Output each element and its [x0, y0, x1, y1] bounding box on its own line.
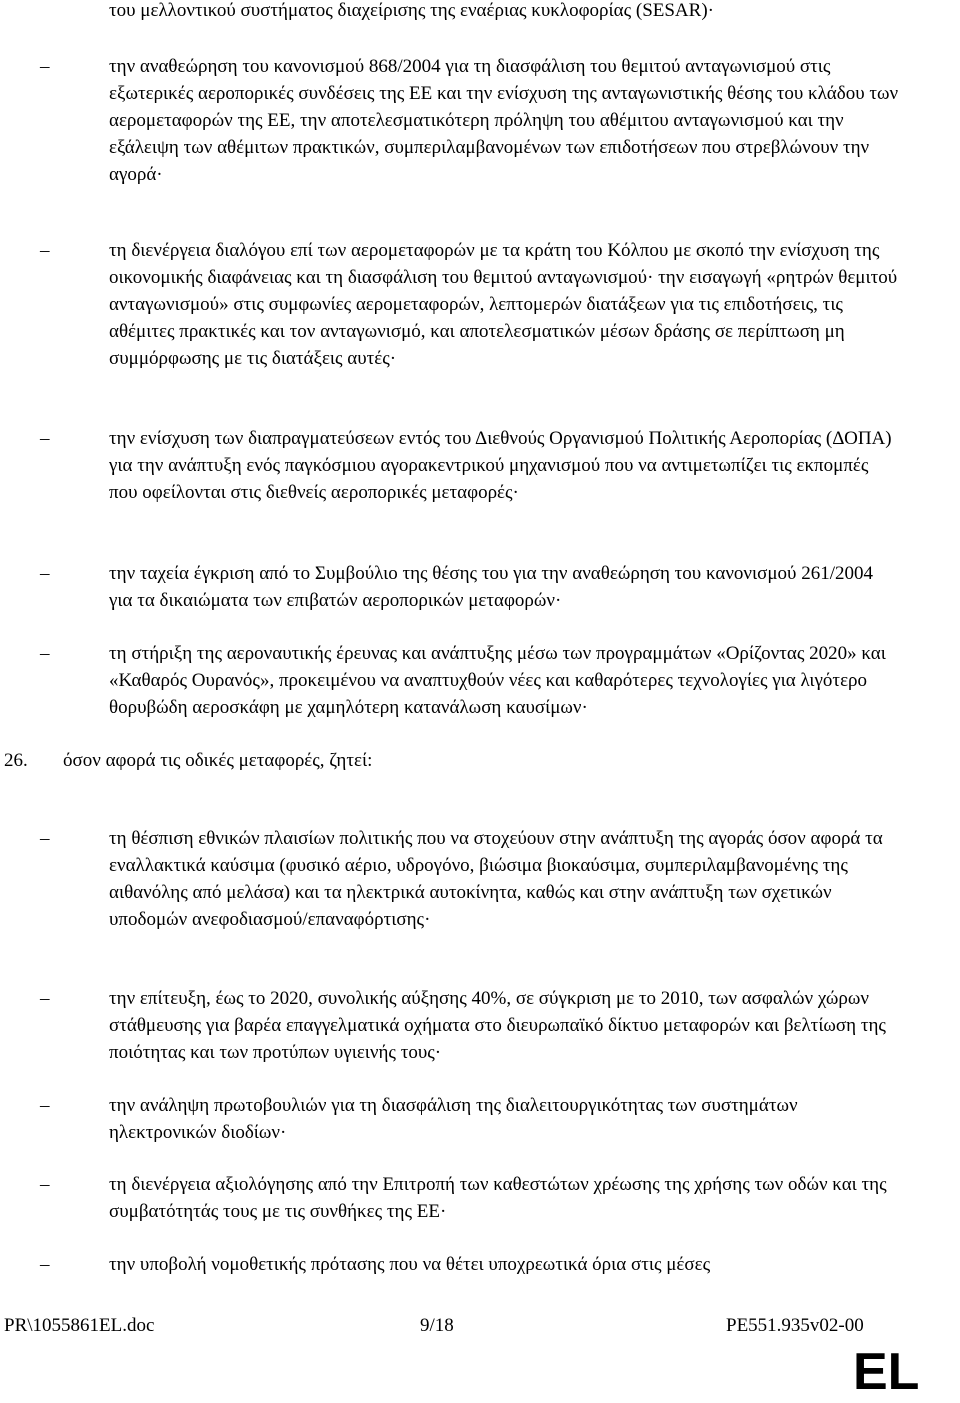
list-item-text: τη διενέργεια αξιολόγησης από την Επιτροπή των καθεστώτων χρέωσης της χρήσης των οδών και της συμβατότητάς τους με τις συνθήκες της ΕΕ· [109, 1174, 887, 1222]
dash-marker: – [40, 828, 50, 849]
dash-marker: – [40, 428, 50, 449]
dash-marker: – [40, 988, 50, 1009]
dash-marker: – [40, 56, 50, 77]
footer-page-number: 9/18 [420, 1315, 454, 1336]
dash-marker: – [40, 240, 50, 261]
dash-marker: – [40, 1174, 50, 1195]
page-footer [0, 1312, 960, 1342]
language-code: EL [853, 1343, 920, 1401]
dash-marker: – [40, 1254, 50, 1275]
paragraph-text: όσον αφορά τις οδικές μεταφορές, ζητεί: [63, 750, 373, 771]
list-item-text: τη διενέργεια διαλόγου επί των αερομεταφορών με τα κράτη του Κόλπου με σκοπό την ενίσχυση της οικονομικής διαφάνειας και τη διασφάλιση του θεμιτού ανταγωνισμού· την εισαγωγή «ρητρών θεμιτού ανταγωνισμού» στις συμφωνίες αερομεταφορών, λεπτομερών διατάξεων για τις επιδοτήσεις, τις αθέμιτες πρακτικές και τον ανταγωνισμό, και αποτελεσματικών μέσων δράσης σε περίπτωση μη συμμόρφωσης με τις διατάξεις αυτές· [109, 240, 898, 369]
footer-document-reference: PR\1055861EL.doc [4, 1315, 155, 1336]
dash-marker: – [40, 563, 50, 584]
list-item-text: την ενίσχυση των διαπραγματεύσεων εντός του Διεθνούς Οργανισμού Πολιτικής Αεροπορίας (ΔΟΠΑ) για την ανάπτυξη ενός παγκόσμιου αγορακεντρικού μηχανισμού που να αντιμετωπίζει τις εκπομπές που οφείλονται στις διεθνείς αεροπορικές μεταφορές· [109, 428, 892, 503]
dash-marker: – [40, 1095, 50, 1116]
footer-pe-number: PE551.935v02-00 [726, 1315, 864, 1336]
list-item-text: την ανάληψη πρωτοβουλιών για τη διασφάλιση της διαλειτουργικότητας των συστημάτων ηλεκτρονικών διοδίων· [109, 1095, 798, 1143]
list-item-text: την επίτευξη, έως το 2020, συνολικής αύξησης 40%, σε σύγκριση με το 2010, των ασφαλών χώρων στάθμευσης για βαρέα επαγγελματικά οχήματα στο διευρωπαϊκό δίκτυο μεταφορών και βελτίωση της ποιότητας και των προτύπων υγιεινής τους· [109, 988, 886, 1063]
dash-marker: – [40, 643, 50, 664]
list-item-text: την ταχεία έγκριση από το Συμβούλιο της θέσης του για την αναθεώρηση του κανονισμού 261/2004 για τα δικαιώματα των επιβατών αεροπορικών μεταφορών· [109, 563, 873, 611]
continuation-line: του μελλοντικού συστήματος διαχείρισης της εναέριας κυκλοφορίας (SESAR)· [109, 0, 714, 21]
list-item-text: την αναθεώρηση του κανονισμού 868/2004 για τη διασφάλιση του θεμιτού ανταγωνισμού στις εξωτερικές αεροπορικές συνδέσεις της ΕΕ και την ενίσχυση της ανταγωνιστικής θέσης του κλάδου των αερομεταφορών της ΕΕ, την αποτελεσματικότερη πρόληψη του αθέμιτου ανταγωνισμού και την εξάλειψη των αθέμιτων πρακτικών, συμπεριλαμβανομένων των επιδοτήσεων που στρεβλώνουν την αγορά· [109, 56, 899, 185]
list-item-text: τη θέσπιση εθνικών πλαισίων πολιτικής που να στοχεύουν στην ανάπτυξη της αγοράς όσον αφορά τα εναλλακτικά καύσιμα (φυσικό αέριο, υδρογόνο, βιώσιμα βιοκαύσιμα, συμπεριλαμβανομένης της αιθανόλης από μελάσα) και τα ηλεκτρικά αυτοκίνητα, καθώς και στην ανάπτυξη των σχετικών υποδομών ανεφοδιασμού/επαναφόρτισης· [109, 828, 883, 930]
list-item-text: την υποβολή νομοθετικής πρότασης που να θέτει υποχρεωτικά όρια στις μέσες [109, 1254, 711, 1275]
paragraph-number: 26. [4, 750, 28, 771]
list-item-text: τη στήριξη της αεροναυτικής έρευνας και ανάπτυξης μέσω των προγραμμάτων «Ορίζοντας 2020» και «Καθαρός Ουρανός», προκειμένου να αναπτυχθούν νέες και καθαρότερες τεχνολογίες για λιγότερο θορυβώδη αεροσκάφη με χαμηλότερη κατανάλωση καυσίμων· [109, 643, 886, 718]
